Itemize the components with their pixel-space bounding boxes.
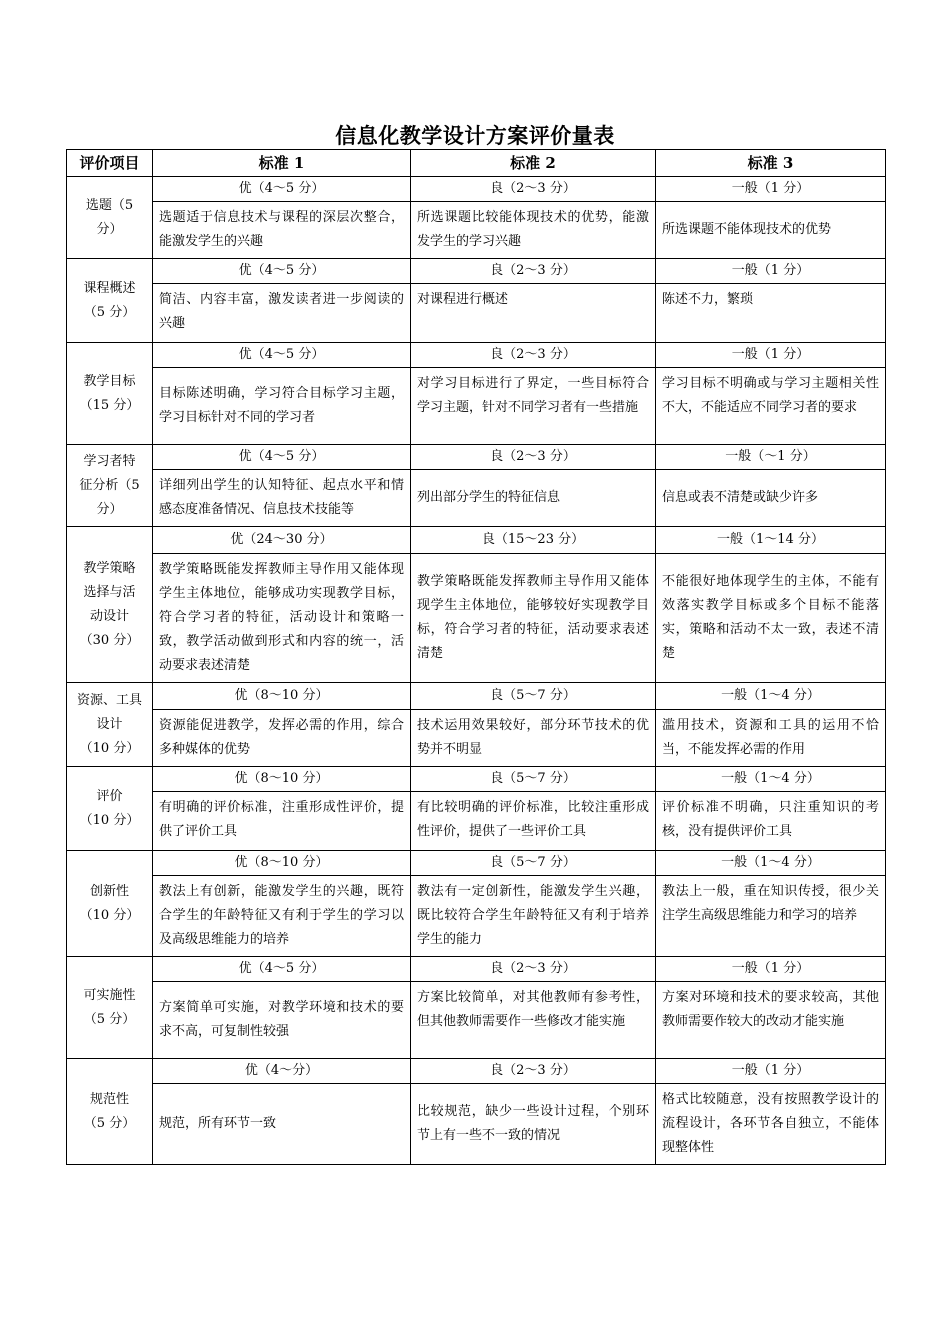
- criterion-level-row: [67, 767, 886, 792]
- header-standard-2: 标准 2: [411, 150, 656, 177]
- header-standard-1: 标准 1: [153, 150, 411, 177]
- criterion-name-line: 教学目标: [83, 373, 136, 389]
- criterion-description-row: [67, 202, 886, 259]
- description-standard-2: 有比较明确的评价标准，比较注重形成性评价，提供了一些评价工具: [411, 792, 656, 851]
- description-standard-2: 对学习目标进行了界定，一些目标符合学习主题，针对不同学习者有一些措施: [411, 368, 656, 445]
- level-label-standard-1: 优（4～5 分）: [153, 343, 411, 368]
- description-standard-1: 有明确的评价标准，注重形成性评价，提供了评价工具: [153, 792, 411, 851]
- criterion-name: [67, 683, 153, 767]
- level-label-standard-1: 优（4～5 分）: [153, 259, 411, 284]
- criterion-name-line: 动设计: [89, 608, 129, 624]
- header-standard-3: 标准 3: [656, 150, 886, 177]
- level-label-standard-3: 一般（～1 分）: [656, 445, 886, 470]
- criterion-level-row: [67, 527, 886, 554]
- criterion-name-line: 课程概述: [83, 280, 136, 296]
- criterion-description-row: [67, 982, 886, 1059]
- page-title: 信息化教学设计方案评价量表: [335, 123, 615, 148]
- description-standard-3: 教法上一般，重在知识传授，很少关注学生高级思维能力和学习的培养: [656, 876, 886, 957]
- level-label-standard-3: 一般（1～14 分）: [656, 527, 886, 554]
- description-standard-1: 详细列出学生的认知特征、起点水平和情感态度准备情况、信息技术技能等: [153, 470, 411, 527]
- evaluation-table: [66, 149, 886, 1165]
- criterion-name-line: 创新性: [89, 883, 129, 899]
- description-standard-2: 方案比较简单，对其他教师有参考性，但其他教师需要作一些修改才能实施: [411, 982, 656, 1059]
- criterion-level-row: [67, 1059, 886, 1084]
- description-standard-2: 列出部分学生的特征信息: [411, 470, 656, 527]
- description-standard-3: 滥用技术，资源和工具的运用不恰当，不能发挥必需的作用: [656, 710, 886, 767]
- criterion-name-line: （5 分）: [83, 1011, 136, 1027]
- criterion-name-line: 评价: [96, 788, 123, 804]
- criterion-name: [67, 527, 153, 683]
- header-item: 评价项目: [67, 150, 153, 177]
- criterion-level-row: [67, 259, 886, 284]
- description-standard-3: 学习目标不明确或与学习主题相关性不大，不能适应不同学习者的要求: [656, 368, 886, 445]
- description-standard-1: 简洁、内容丰富，激发读者进一步阅读的兴趣: [153, 284, 411, 343]
- criterion-description-row: [67, 368, 886, 445]
- criterion-level-row: [67, 177, 886, 202]
- criterion-level-row: [67, 957, 886, 982]
- criterion-level-row: [67, 445, 886, 470]
- criterion-description-row: [67, 792, 886, 851]
- level-label-standard-3: 一般（1 分）: [656, 343, 886, 368]
- criterion-name-line: 选择与活: [83, 584, 136, 600]
- level-label-standard-3: 一般（1～4 分）: [656, 683, 886, 710]
- description-standard-3: 不能很好地体现学生的主体，不能有效落实教学目标或多个目标不能落实，策略和活动不太一致，表述不清楚: [656, 554, 886, 683]
- criterion-name-line: 征分析（5: [79, 477, 140, 493]
- level-label-standard-2: 良（2～3 分）: [411, 957, 656, 982]
- level-label-standard-2: 良（2～3 分）: [411, 177, 656, 202]
- description-standard-2: 教法有一定创新性，能激发学生兴趣，既比较符合学生年龄特征又有利于培养学生的能力: [411, 876, 656, 957]
- description-standard-2: 所选课题比较能体现技术的优势，能激发学生的学习兴趣: [411, 202, 656, 259]
- criterion-level-row: [67, 851, 886, 876]
- criterion-level-row: [67, 343, 886, 368]
- level-label-standard-3: 一般（1 分）: [656, 1059, 886, 1084]
- description-standard-1: 资源能促进教学，发挥必需的作用，综合多种媒体的优势: [153, 710, 411, 767]
- level-label-standard-1: 优（4～5 分）: [153, 445, 411, 470]
- criterion-name-line: （10 分）: [79, 907, 140, 923]
- criterion-name-line: （5 分）: [83, 1115, 136, 1131]
- criterion-name-line: 分）: [96, 501, 123, 517]
- criterion-name-line: 选题（5: [85, 197, 134, 213]
- level-label-standard-2: 良（2～3 分）: [411, 259, 656, 284]
- level-label-standard-1: 优（4～分）: [153, 1059, 411, 1084]
- criterion-name-line: 可实施性: [83, 987, 136, 1003]
- description-standard-3: 陈述不力，繁琐: [656, 284, 886, 343]
- criterion-name: [67, 343, 153, 445]
- criterion-name-line: 教学策略: [83, 560, 136, 576]
- level-label-standard-2: 良（5～7 分）: [411, 851, 656, 876]
- criterion-name-line: 学习者特: [83, 453, 136, 469]
- description-standard-3: 方案对环境和技术的要求较高，其他教师需要作较大的改动才能实施: [656, 982, 886, 1059]
- description-standard-2: 对课程进行概述: [411, 284, 656, 343]
- level-label-standard-2: 良（5～7 分）: [411, 767, 656, 792]
- criterion-description-row: [67, 284, 886, 343]
- description-standard-1: 规范，所有环节一致: [153, 1084, 411, 1165]
- criterion-name-line: （5 分）: [83, 304, 136, 320]
- level-label-standard-2: 良（2～3 分）: [411, 343, 656, 368]
- criterion-level-row: [67, 683, 886, 710]
- level-label-standard-3: 一般（1 分）: [656, 259, 886, 284]
- description-standard-3: 信息或表不清楚或缺少许多: [656, 470, 886, 527]
- criterion-description-row: [67, 554, 886, 683]
- description-standard-2: 技术运用效果较好，部分环节技术的优势并不明显: [411, 710, 656, 767]
- description-standard-2: 教学策略既能发挥教师主导作用又能体现学生主体地位，能够较好实现教学目标，符合学习者的特征，活动要求表述清楚: [411, 554, 656, 683]
- level-label-standard-3: 一般（1 分）: [656, 177, 886, 202]
- criterion-name: [67, 957, 153, 1059]
- level-label-standard-2: 良（2～3 分）: [411, 445, 656, 470]
- criterion-name-line: （30 分）: [79, 632, 140, 648]
- criterion-name: [67, 767, 153, 851]
- criterion-description-row: [67, 470, 886, 527]
- description-standard-3: 格式比较随意，没有按照教学设计的流程设计，各环节各自独立，不能体现整体性: [656, 1084, 886, 1165]
- description-standard-1: 教法上有创新，能激发学生的兴趣，既符合学生的年龄特征又有利于学生的学习以及高级思维能力的培养: [153, 876, 411, 957]
- level-label-standard-1: 优（8～10 分）: [153, 683, 411, 710]
- criterion-name: [67, 851, 153, 957]
- level-label-standard-2: 良（15～23 分）: [411, 527, 656, 554]
- table-header-row: [67, 150, 886, 177]
- criterion-name-line: 设计: [96, 716, 123, 732]
- level-label-standard-1: 优（24～30 分）: [153, 527, 411, 554]
- criterion-name-line: （15 分）: [79, 397, 140, 413]
- level-label-standard-3: 一般（1～4 分）: [656, 851, 886, 876]
- description-standard-1: 目标陈述明确，学习符合目标学习主题，学习目标针对不同的学习者: [153, 368, 411, 445]
- table-body: [67, 177, 886, 1165]
- criterion-name-line: 分）: [96, 221, 123, 237]
- criterion-name: [67, 177, 153, 259]
- criterion-description-row: [67, 876, 886, 957]
- level-label-standard-3: 一般（1～4 分）: [656, 767, 886, 792]
- criterion-description-row: [67, 710, 886, 767]
- description-standard-1: 选题适于信息技术与课程的深层次整合，能激发学生的兴趣: [153, 202, 411, 259]
- criterion-name-line: 资源、工具: [76, 692, 142, 708]
- description-standard-3: 评价标准不明确，只注重知识的考核，没有提供评价工具: [656, 792, 886, 851]
- criterion-name-line: （10 分）: [79, 812, 140, 828]
- level-label-standard-2: 良（2～3 分）: [411, 1059, 656, 1084]
- description-standard-1: 方案简单可实施，对教学环境和技术的要求不高，可复制性较强: [153, 982, 411, 1059]
- level-label-standard-1: 优（8～10 分）: [153, 767, 411, 792]
- level-label-standard-2: 良（5～7 分）: [411, 683, 656, 710]
- level-label-standard-1: 优（4～5 分）: [153, 177, 411, 202]
- criterion-name: [67, 1059, 153, 1165]
- level-label-standard-1: 优（4～5 分）: [153, 957, 411, 982]
- description-standard-3: 所选课题不能体现技术的优势: [656, 202, 886, 259]
- criterion-name-line: （10 分）: [79, 740, 140, 756]
- description-standard-1: 教学策略既能发挥教师主导作用又能体现学生主体地位，能够成功实现教学目标，符合学习者的特征，活动设计和策略一致，教学活动做到形式和内容的统一，活动要求表述清楚: [153, 554, 411, 683]
- description-standard-2: 比较规范，缺少一些设计过程，个别环节上有一些不一致的情况: [411, 1084, 656, 1165]
- criterion-description-row: [67, 1084, 886, 1165]
- level-label-standard-3: 一般（1 分）: [656, 957, 886, 982]
- criterion-name-line: 规范性: [89, 1091, 129, 1107]
- level-label-standard-1: 优（8～10 分）: [153, 851, 411, 876]
- criterion-name: [67, 259, 153, 343]
- criterion-name: [67, 445, 153, 527]
